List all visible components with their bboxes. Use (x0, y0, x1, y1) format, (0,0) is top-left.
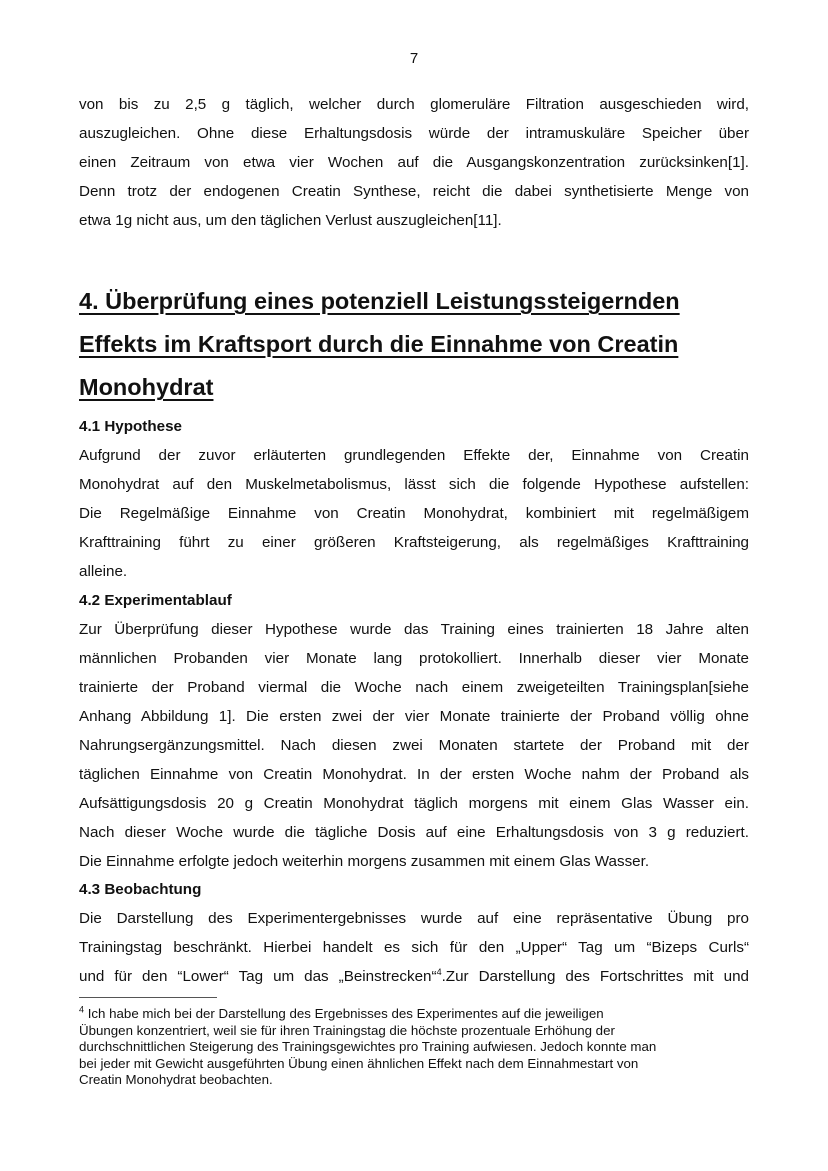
footnote-line (79, 1006, 759, 1023)
page-number: 7 (409, 50, 419, 67)
text-segment: und für den “Lower“ Tag um das „Beinstrecken“ (79, 968, 437, 985)
text-line (79, 962, 749, 991)
footnote-separator (79, 997, 217, 998)
footnote-mark: 4 (79, 1004, 85, 1015)
text-line: von bis zu 2,5 g täglich, welcher durch glomeruläre Filtration ausgeschieden wird, (79, 96, 749, 113)
text-line: Anhang Abbildung 1]. Die ersten zwei der vier Monate trainierte der Proband völlig ohne (79, 708, 749, 725)
section-experimentablauf (79, 586, 749, 876)
text-line: Nach dieser Woche wurde die tägliche Dosis auf eine Erhaltungsdosis von 3 g reduziert. (79, 824, 749, 841)
text-line: Die Regelmäßige Einnahme von Creatin Monohydrat, kombiniert mit regelmäßigem (79, 505, 749, 522)
text-line: Die Darstellung des Experimentergebnisses wurde auf eine repräsentative Übung pro (79, 910, 749, 927)
section-hypothese (79, 412, 749, 586)
text-line: einen Zeitraum von etwa vier Wochen auf die Ausgangskonzentration zurücksinken[1]. (79, 154, 749, 171)
intro-paragraph (79, 90, 749, 235)
text-line: Trainingstag beschränkt. Hierbei handelt es sich für den „Upper“ Tag um “Bizeps Curls“ (79, 939, 749, 956)
text-line: Nahrungsergänzungsmittel. Nach diesen zwei Monaten startete der Proband mit der (79, 737, 749, 754)
chapter-heading-line: Monohydrat (79, 374, 214, 400)
chapter-heading (79, 280, 749, 409)
chapter-heading-line: 4. Überprüfung eines potenziell Leistungssteigernden (79, 288, 680, 314)
text-segment: .Zur Darstellung des Fortschrittes mit und (441, 968, 749, 985)
text-line: Aufgrund der zuvor erläuterten grundlegenden Effekte der, Einnahme von Creatin (79, 447, 749, 464)
text-line: Die Einnahme erfolgte jedoch weiterhin morgens zusammen mit einem Glas Wasser. (79, 853, 650, 870)
text-line: männlichen Probanden vier Monate lang protokolliert. Innerhalb dieser vier Monate (79, 650, 749, 667)
text-line: etwa 1g nicht aus, um den täglichen Verlust auszugleichen[11]. (79, 212, 502, 229)
text-line: Monohydrat auf den Muskelmetabolismus, lässt sich die folgende Hypothese aufstellen: (79, 476, 749, 493)
text-line: trainierte der Proband viermal die Woche nach einem zweigeteilten Trainingsplan[siehe (79, 679, 749, 696)
footnote-line: Übungen konzentriert, weil sie für ihren Trainingstag die höchste prozentuale Erhöhung der (79, 1022, 615, 1038)
footnote-text: Ich habe mich bei der Darstellung des Ergebnisses des Experimentes auf die jeweiligen (84, 1006, 604, 1021)
section-title: 4.3 Beobachtung (79, 881, 202, 898)
text-line: täglichen Einnahme von Creatin Monohydrat. In der ersten Woche nahm der Proband als (79, 766, 749, 783)
text-line: Aufsättigungsdosis 20 g Creatin Monohydrat täglich morgens mit einem Glas Wasser ein. (79, 795, 749, 812)
chapter-heading-line: Effekts im Kraftsport durch die Einnahme von Creatin (79, 331, 679, 357)
section-beobachtung (79, 875, 749, 991)
section-title: 4.1 Hypothese (79, 418, 182, 435)
footnote-line: bei jeder mit Gewicht ausgeführten Übung einen ähnlichen Effekt nach dem Einnahmestart von (79, 1055, 639, 1071)
text-line: auszugleichen. Ohne diese Erhaltungsdosis würde der intramuskuläre Speicher über (79, 125, 749, 142)
text-line: Krafttraining führt zu einer größeren Kraftsteigerung, als regelmäßiges Krafttraining (79, 534, 749, 551)
text-line: Zur Überprüfung dieser Hypothese wurde das Training eines trainierten 18 Jahre alten (79, 621, 749, 638)
footnote-line: durchschnittlichen Steigerung des Trainingsgewichtes pro Training aufwiesen. Jedoch konnte man (79, 1039, 657, 1054)
footnote-reference[interactable]: 4 (436, 966, 442, 977)
section-title: 4.2 Experimentablauf (79, 592, 232, 609)
footnote (79, 1006, 759, 1089)
text-line: alleine. (79, 563, 128, 580)
text-line: Denn trotz der endogenen Creatin Synthese, reicht die dabei synthetisierte Menge von (79, 183, 749, 200)
footnote-line: Creatin Monohydrat beobachten. (79, 1072, 273, 1087)
